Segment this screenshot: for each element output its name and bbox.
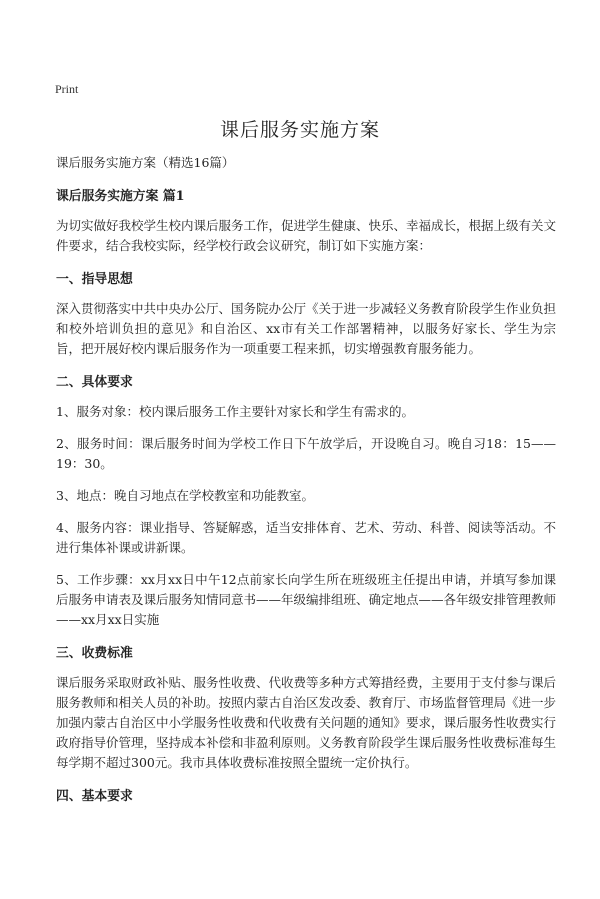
article-heading: 课后服务实施方案 篇1	[56, 189, 185, 204]
intro-paragraph: 为切实做好我校学生校内课后服务工作，促进学生健康、快乐、幸福成长，根据上级有关文件要求，结合我校实际，经学校行政会议研究，制订如下实施方案：	[56, 218, 557, 253]
document-body	[56, 153, 556, 816]
section-guiding-ideology-text: 深入贯彻落实中共中央办公厅、国务院办公厅《关于进一步减轻义务教育阶段学生作业负担和校外培训负担的意见》和自治区、xx市有关工作部署精神，以服务好家长、学生为宗旨，把开展好校内课后服务作为一项重要工程来抓，切实增强教育服务能力。	[56, 301, 557, 356]
requirement-item-location: 3、地点：晚自习地点在学校教室和功能教室。	[56, 488, 314, 503]
section-guiding-ideology-title: 一、指导思想	[56, 272, 133, 287]
requirement-item-service-target: 1、服务对象：校内课后服务工作主要针对家长和学生有需求的。	[56, 404, 414, 419]
section-fees-title: 三、收费标准	[56, 646, 133, 661]
document-title: 课后服务实施方案	[219, 119, 380, 141]
document-subtitle: 课后服务实施方案（精选16篇）	[56, 155, 235, 170]
print-link[interactable]: Print	[55, 82, 79, 96]
requirement-item-service-time: 2、服务时间：课后服务时间为学校工作日下午放学后，开设晚自习。晚自习18：15——19：30。	[56, 436, 556, 471]
section-fees-text: 课后服务采取财政补贴、服务性收费、代收费等多种方式筹措经费，主要用于支付参与课后服务教师和相关人员的补助。按照内蒙古自治区发改委、教育厅、市场监督管理局《进一步加强内蒙古自治区中小学服务性收费和代收费有关问题的通知》要求，课后服务性收费实行政府指导价管理，坚持成本补偿和非盈利原则。义务教育阶段学生课后服务性收费标准每生每学期不超过300元。我市具体收费标准按照全盟统一定价执行。	[56, 675, 557, 770]
section-requirements-title: 二、具体要求	[56, 375, 133, 390]
section-basic-requirements-title: 四、基本要求	[56, 789, 133, 804]
requirement-item-steps: 5、工作步骤：xx月xx日中午12点前家长向学生所在班级班主任提出申请，并填写参加课后服务申请表及课后服务知情同意书——年级编排组班、确定地点——各年级安排管理教师——xx月xx日实施	[56, 572, 557, 627]
requirement-item-content: 4、服务内容：课业指导、答疑解惑，适当安排体育、艺术、劳动、科普、阅读等活动。不进行集体补课或讲新课。	[56, 520, 556, 555]
